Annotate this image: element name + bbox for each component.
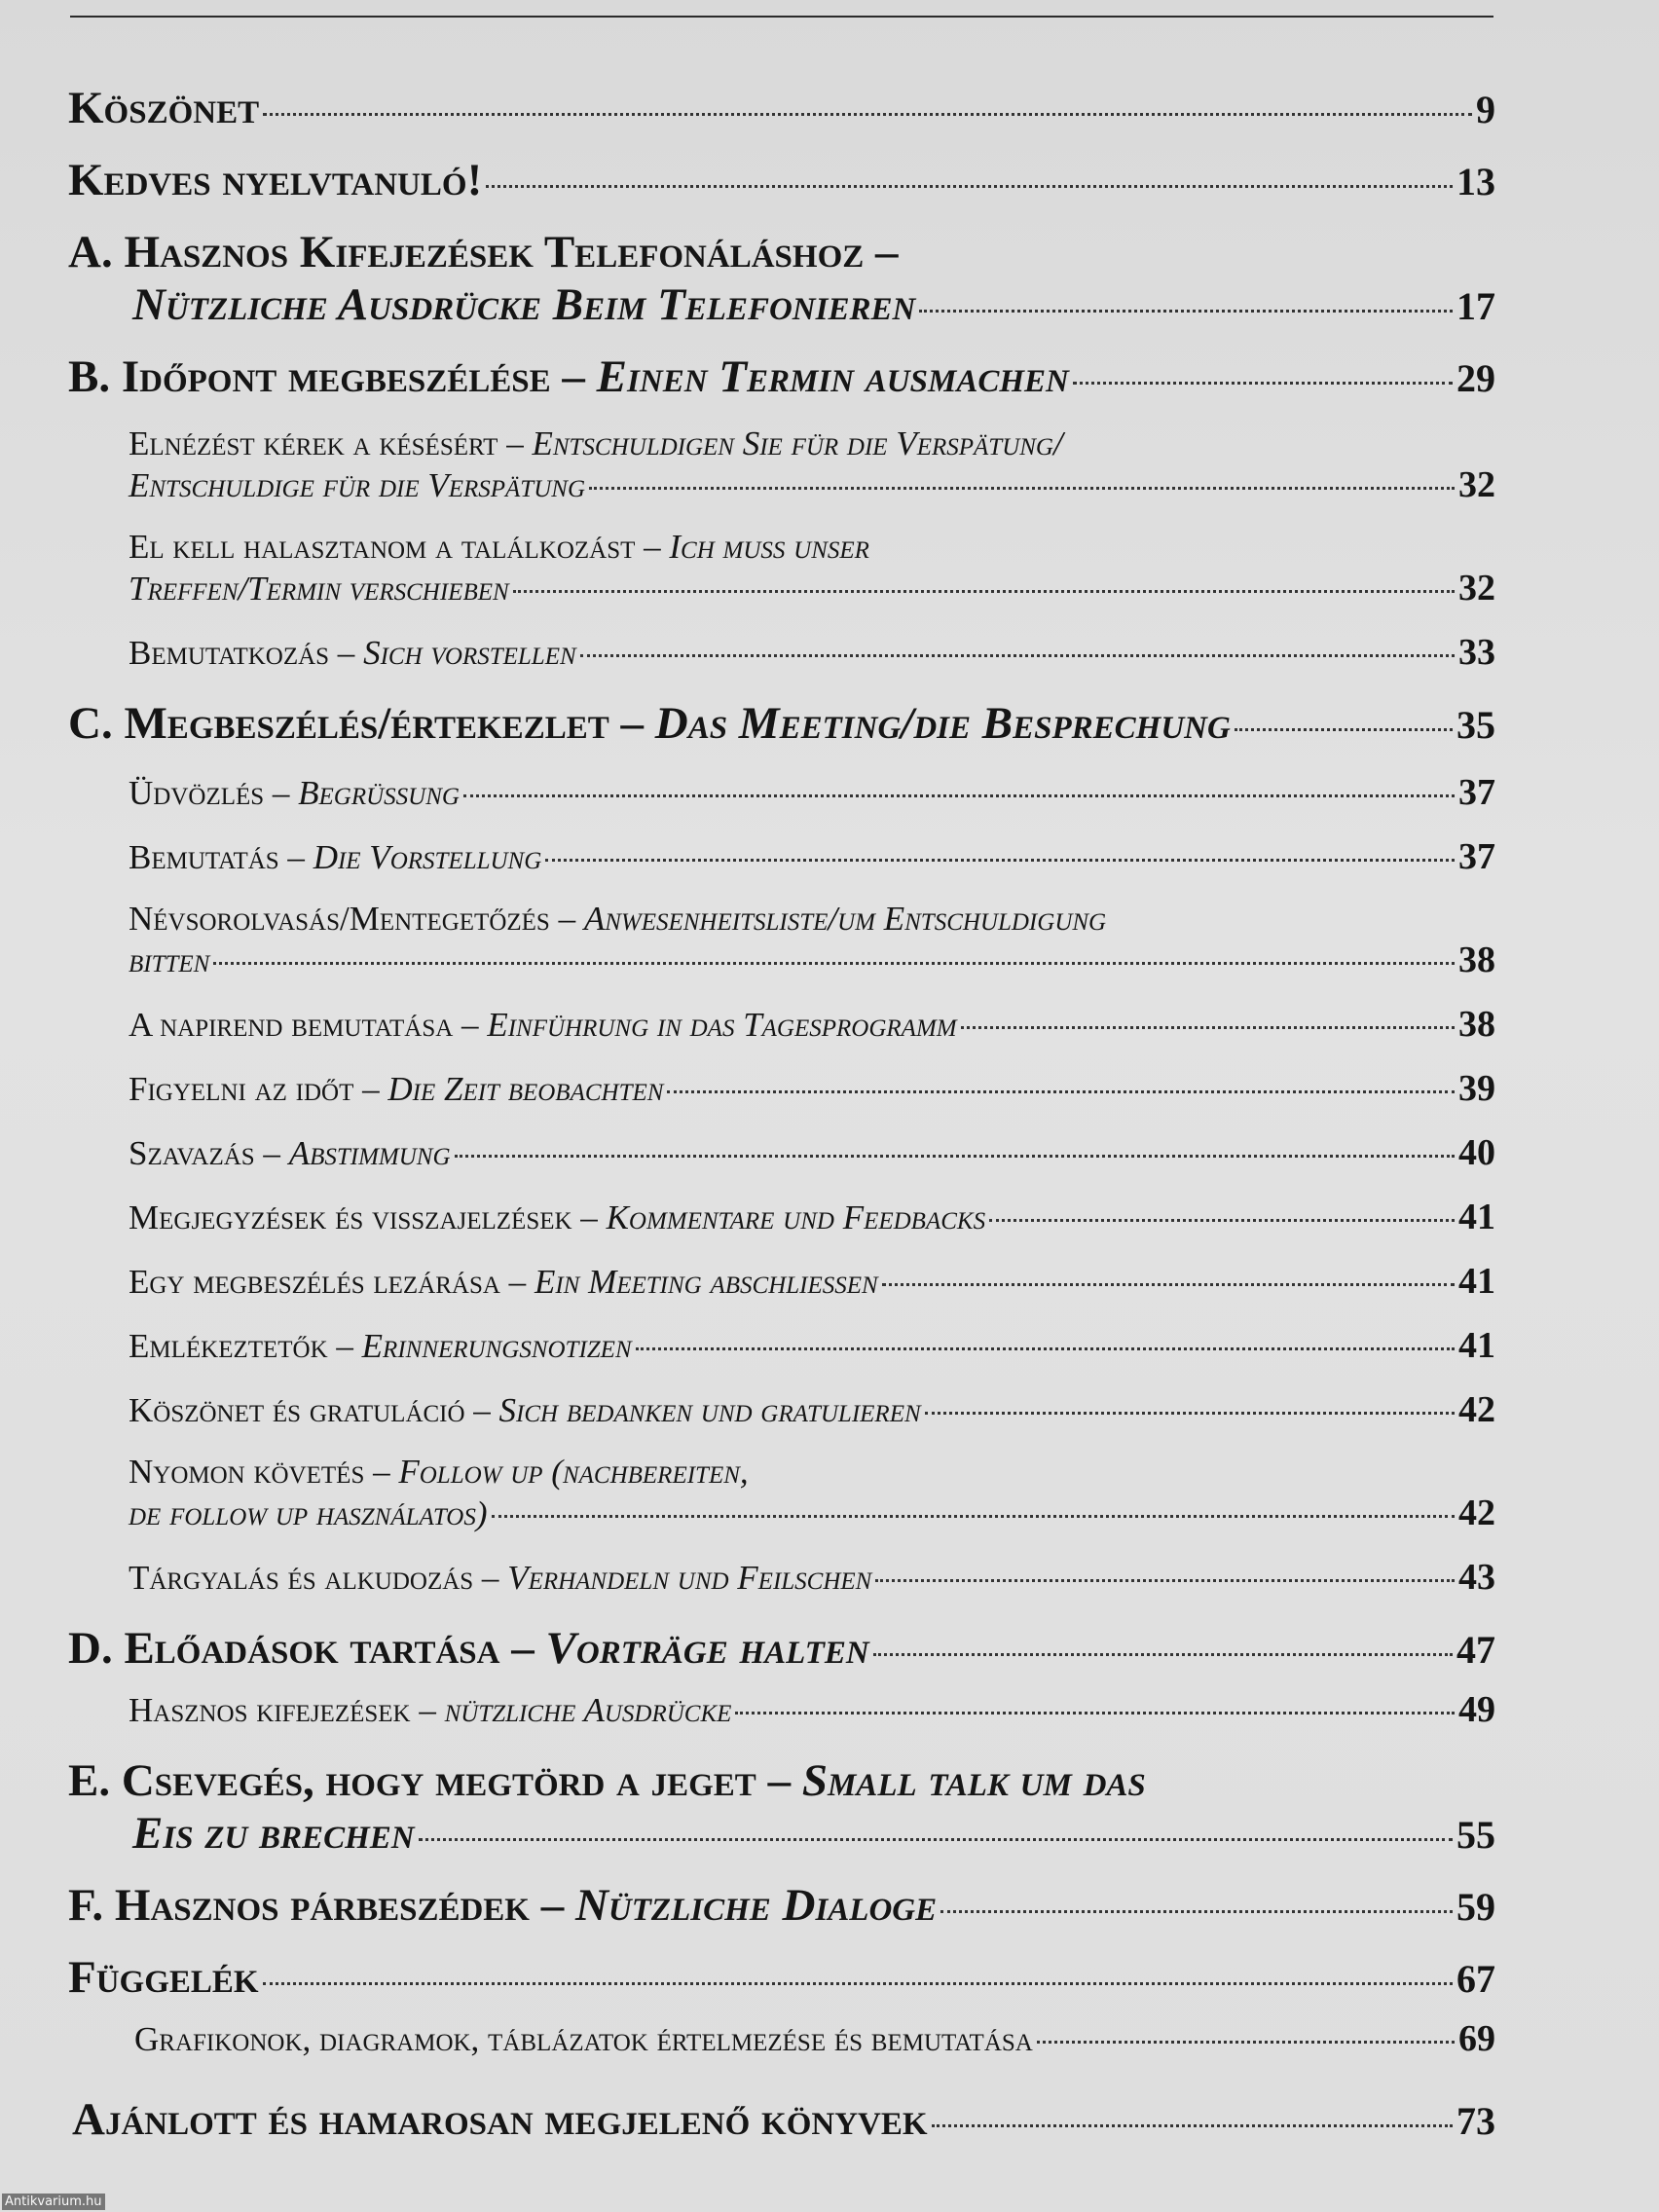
toc-title-de: Verhandeln und Feilschen xyxy=(507,1559,872,1597)
toc-title-de: Anwesenheitsliste/um Entschuldigung xyxy=(583,900,1107,938)
toc-page-number: 29 xyxy=(1456,356,1495,400)
toc-entry[interactable] xyxy=(68,771,1495,814)
toc-page-number: 40 xyxy=(1458,1132,1495,1173)
toc-title-de-cont: bitten xyxy=(129,941,210,979)
toc-title: Egy megbeszélés lezárása – xyxy=(129,1263,527,1301)
toc-entry[interactable] xyxy=(68,350,1495,403)
toc-entry[interactable] xyxy=(68,1003,1495,1046)
toc-page-number: 17 xyxy=(1456,284,1495,328)
toc-title: Tárgyalás és alkudozás – xyxy=(129,1559,499,1597)
toc-leader xyxy=(263,1982,1453,1985)
toc-entry[interactable] xyxy=(68,1260,1495,1303)
toc-entry[interactable] xyxy=(68,1131,1495,1174)
toc-title: D. Előadások tartása – xyxy=(68,1623,535,1674)
toc-leader xyxy=(636,1347,1455,1350)
toc-title: Nyomon követés – xyxy=(129,1453,390,1491)
toc-title: El kell halasztanom a találkozást – xyxy=(129,528,661,566)
toc-leader xyxy=(875,1579,1455,1582)
toc-leader xyxy=(1073,382,1453,385)
toc-entry[interactable] xyxy=(68,226,1495,331)
toc-leader xyxy=(989,1219,1455,1222)
toc-title: Ajánlott és hamarosan megjelenő könyvek xyxy=(72,2094,928,2145)
toc-page-number: 41 xyxy=(1458,1325,1495,1366)
toc-page-number: 9 xyxy=(1476,88,1495,131)
toc-leader xyxy=(419,1838,1453,1841)
toc-page-number: 32 xyxy=(1458,464,1495,505)
top-rule xyxy=(70,16,1493,18)
toc-title-de: Die Vorstellung xyxy=(313,838,542,876)
toc-title-de: Abstimmung xyxy=(288,1134,451,1172)
toc-entry[interactable] xyxy=(68,1754,1495,1860)
toc-title: Üdvözlés – xyxy=(129,774,290,812)
toc-title-de: Entschuldigen Sie für die Verspätung/ xyxy=(532,424,1063,462)
toc-leader xyxy=(455,1155,1455,1158)
toc-leader xyxy=(919,310,1453,313)
toc-title: Bemutatás – xyxy=(129,838,305,876)
toc-leader xyxy=(873,1653,1453,1656)
toc-page-number: 39 xyxy=(1458,1068,1495,1109)
toc-page-number: 33 xyxy=(1458,632,1495,673)
toc-leader xyxy=(545,859,1455,862)
toc-title: Köszönet xyxy=(68,83,260,133)
toc-entry[interactable] xyxy=(68,900,1495,981)
toc-page-number: 55 xyxy=(1456,1813,1495,1857)
toc-title-de: Ich muss unser xyxy=(669,528,869,566)
toc-page-number: 59 xyxy=(1456,1885,1495,1929)
toc-page-number: 43 xyxy=(1458,1557,1495,1598)
toc-leader xyxy=(463,794,1455,797)
toc-entry[interactable] xyxy=(68,1879,1495,1932)
toc-title-de: Sich vorstellen xyxy=(363,634,576,672)
toc-title: Függelék xyxy=(68,1952,259,2003)
toc-page-number: 41 xyxy=(1458,1197,1495,1237)
toc-title-de: Ein Meeting abschliessen xyxy=(534,1263,878,1301)
toc-entry[interactable] xyxy=(68,1556,1495,1599)
toc-leader xyxy=(492,1515,1456,1518)
toc-page-number: 69 xyxy=(1458,2018,1495,2059)
toc-leader xyxy=(1235,728,1453,731)
toc-leader xyxy=(940,1910,1453,1913)
toc-leader xyxy=(263,113,1472,116)
toc-entry[interactable] xyxy=(68,631,1495,674)
toc-entry[interactable] xyxy=(68,1324,1495,1367)
toc-page-number: 47 xyxy=(1456,1628,1495,1672)
toc-leader xyxy=(1037,2041,1455,2044)
toc-entry[interactable] xyxy=(68,82,1495,134)
toc-entry[interactable] xyxy=(68,1688,1495,1731)
toc-page-number: 38 xyxy=(1458,940,1495,980)
toc-page-number: 42 xyxy=(1458,1493,1495,1533)
toc-title-de-cont: Eis zu brechen xyxy=(132,1808,415,1859)
toc-leader xyxy=(667,1090,1455,1093)
toc-entry[interactable] xyxy=(68,528,1495,609)
toc-entry[interactable] xyxy=(68,2093,1495,2146)
toc-title: Emlékeztetők – xyxy=(129,1327,353,1365)
toc-entry[interactable] xyxy=(68,1388,1495,1431)
toc-title-de: Begrüssung xyxy=(298,774,460,812)
toc-entry[interactable] xyxy=(68,835,1495,878)
toc-entry[interactable] xyxy=(68,697,1495,750)
toc-title-de-cont: Entschuldige für die Verspätung xyxy=(129,466,585,504)
toc-title: Szavazás – xyxy=(129,1134,280,1172)
toc-title: E. Csevegés, hogy megtörd a jeget – xyxy=(68,1755,792,1806)
toc-page-number: 38 xyxy=(1458,1004,1495,1045)
toc-title-de: Small talk um das xyxy=(801,1755,1146,1806)
toc-leader xyxy=(961,1026,1455,1029)
toc-leader xyxy=(882,1283,1455,1286)
toc-entry[interactable] xyxy=(68,2017,1495,2060)
toc-title-de: Erinnerungsnotizen xyxy=(361,1327,632,1365)
toc-entry[interactable] xyxy=(68,1951,1495,2004)
toc-page-number: 41 xyxy=(1458,1261,1495,1302)
toc-leader xyxy=(589,487,1455,490)
toc-entry[interactable] xyxy=(68,1196,1495,1238)
toc-title-de-cont: Treffen/Termin verschieben xyxy=(129,570,509,608)
toc-title: A. Hasznos Kifejezések Telefonáláshoz – xyxy=(68,227,899,277)
toc-title-de-cont: de follow up használatos) xyxy=(129,1494,488,1532)
toc-title-de: Kommentare und Feedbacks xyxy=(606,1198,986,1236)
toc-title: Megjegyzések és visszajelzések – xyxy=(129,1198,598,1236)
toc-entry[interactable] xyxy=(68,1067,1495,1110)
toc-title: Figyelni az időt – xyxy=(129,1070,380,1108)
toc-title-de: Nützliche Ausdrücke Beim Telefonieren xyxy=(132,279,916,330)
toc-title-de: nützliche Ausdrücke xyxy=(444,1691,732,1729)
toc-title-de: Einen Termin ausmachen xyxy=(596,351,1069,402)
toc-page-number: 37 xyxy=(1458,772,1495,813)
table-of-contents xyxy=(68,82,1495,2146)
toc-title: Grafikonok, diagramok, táblázatok értelmezése és bemutatása xyxy=(134,2020,1033,2058)
toc-title: Köszönet és gratuláció – xyxy=(129,1391,491,1429)
toc-page-number: 49 xyxy=(1458,1689,1495,1730)
toc-title-de: Das Meeting/die Besprechung xyxy=(654,698,1231,749)
toc-page-number: 37 xyxy=(1458,836,1495,877)
toc-title: Névsorolvasás/Mentegetőzés – xyxy=(129,900,576,938)
toc-title-de: Nützliche Dialoge xyxy=(574,1880,938,1931)
toc-title-de: Einführung in das Tagesprogramm xyxy=(487,1006,957,1044)
toc-title: B. Időpont megbeszélése – xyxy=(68,351,585,402)
toc-page-number: 67 xyxy=(1456,1957,1495,2001)
toc-page-number: 35 xyxy=(1456,703,1495,747)
toc-leader xyxy=(580,654,1455,657)
watermark: Antikvarium.hu xyxy=(2,2194,105,2210)
toc-leader xyxy=(486,185,1453,188)
toc-title: Elnézést kérek a késésért – xyxy=(129,424,524,462)
toc-leader xyxy=(213,962,1455,965)
toc-title: F. Hasznos párbeszédek – xyxy=(68,1880,565,1931)
toc-title: Kedves nyelvtanuló! xyxy=(68,155,483,205)
toc-leader xyxy=(932,2124,1453,2127)
toc-entry[interactable] xyxy=(68,1453,1495,1534)
toc-title-de: Sich bedanken und gratulieren xyxy=(498,1391,921,1429)
toc-entry[interactable] xyxy=(68,154,1495,206)
toc-title: Hasznos kifejezések – xyxy=(129,1691,436,1729)
toc-title-de: Die Zeit beobachten xyxy=(387,1070,664,1108)
toc-title: C. Megbeszélés/értekezlet – xyxy=(68,698,644,749)
toc-title: A napirend bemutatása – xyxy=(129,1006,479,1044)
toc-page-number: 42 xyxy=(1458,1389,1495,1430)
toc-leader xyxy=(513,590,1455,593)
toc-page-number: 13 xyxy=(1456,160,1495,203)
toc-title-de: Follow up (nachbereiten, xyxy=(398,1453,749,1491)
toc-page-number: 32 xyxy=(1458,568,1495,608)
toc-entry[interactable] xyxy=(68,424,1495,506)
toc-title-de: Vorträge halten xyxy=(545,1623,869,1674)
toc-title: Bemutatkozás – xyxy=(129,634,355,672)
toc-leader xyxy=(735,1712,1455,1714)
toc-page-number: 73 xyxy=(1456,2099,1495,2143)
toc-entry[interactable] xyxy=(68,1622,1495,1675)
toc-leader xyxy=(925,1412,1455,1415)
